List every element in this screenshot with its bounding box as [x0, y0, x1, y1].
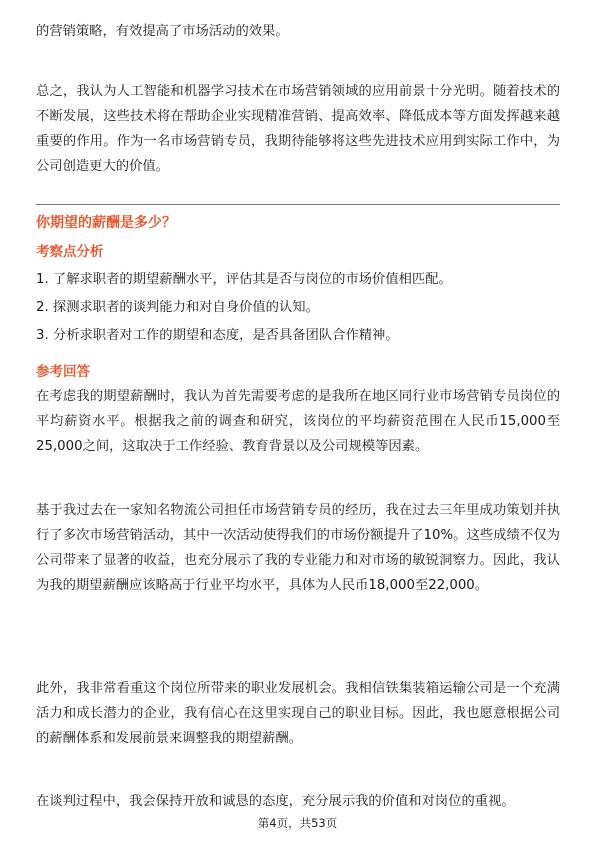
answer-paragraph-2-block: [36, 498, 560, 598]
question-title: 你期望的薪酬是多少？: [36, 215, 176, 231]
answer-paragraph: 在考虑我的期望薪酬时，我认为首先需要考虑的是我所在地区同行业市场营销专员岗位的平均薪资水平。根据我之前的调查和研究，该岗位的平均薪资范围在人民币15,000至25,000之间，这取决于工作经验、教育背景以及公司规模等因素。: [36, 389, 560, 454]
section-divider: [36, 204, 560, 205]
analysis-heading: 考察点分析: [36, 244, 104, 260]
summary-block: [36, 79, 560, 179]
answer-paragraph-3-block: [36, 676, 560, 751]
intro-line: [36, 19, 560, 44]
answer-paragraph: 此外，我非常看重这个岗位所带来的职业发展机会。我相信铁集装箱运输公司是一个充满活力和成长潜力的企业，我有信心在这里实现自己的职业目标。因此，我也愿意根据公司的薪酬体系和发展前景来调整我的期望薪酬。: [36, 681, 560, 746]
answer-paragraph-1-block: [36, 384, 560, 459]
answer-paragraph: 基于我过去在一家知名物流公司担任市场营销专员的经历，我在过去三年里成功策划并执行了多次市场营销活动，其中一次活动使得我们的市场份额提升了10%。这些成绩不仅为公司带来了显著的收益，也充分展示了我的专业能力和对市场的敏锐洞察力。因此，我认为我的期望薪酬应该略高于行业平均水平，具体为人民币18,000至22,000。: [36, 503, 560, 593]
summary-paragraph: 总之，我认为人工智能和机器学习技术在市场营销领域的应用前景十分光明。随着技术的不断发展，这些技术将在帮助企业实现精准营销、提高效率、降低成本等方面发挥越来越重要的作用。作为一名市场营销专员，我期待能够将这些先进技术应用到实际工作中，为公司创造更大的价值。: [36, 84, 560, 174]
page-number: 第4页，共53页: [257, 816, 338, 830]
analysis-item: 2. 探测求职者的谈判能力和对自身价值的认知。: [36, 300, 319, 315]
answer-paragraph-4-block: [36, 789, 560, 814]
answer-paragraph: 在谈判过程中，我会保持开放和诚恳的态度，充分展示我的价值和对岗位的重视。: [36, 794, 515, 809]
analysis-list: [36, 266, 560, 350]
analysis-item: 1. 了解求职者的期望薪酬水平，评估其是否与岗位的市场价值相匹配。: [36, 272, 452, 287]
analysis-item: 3. 分析求职者对工作的期望和态度，是否具备团队合作精神。: [36, 328, 399, 343]
intro-text: 的营销策略，有效提高了市场活动的效果。: [36, 24, 289, 39]
answer-heading: 参考回答: [36, 364, 90, 380]
